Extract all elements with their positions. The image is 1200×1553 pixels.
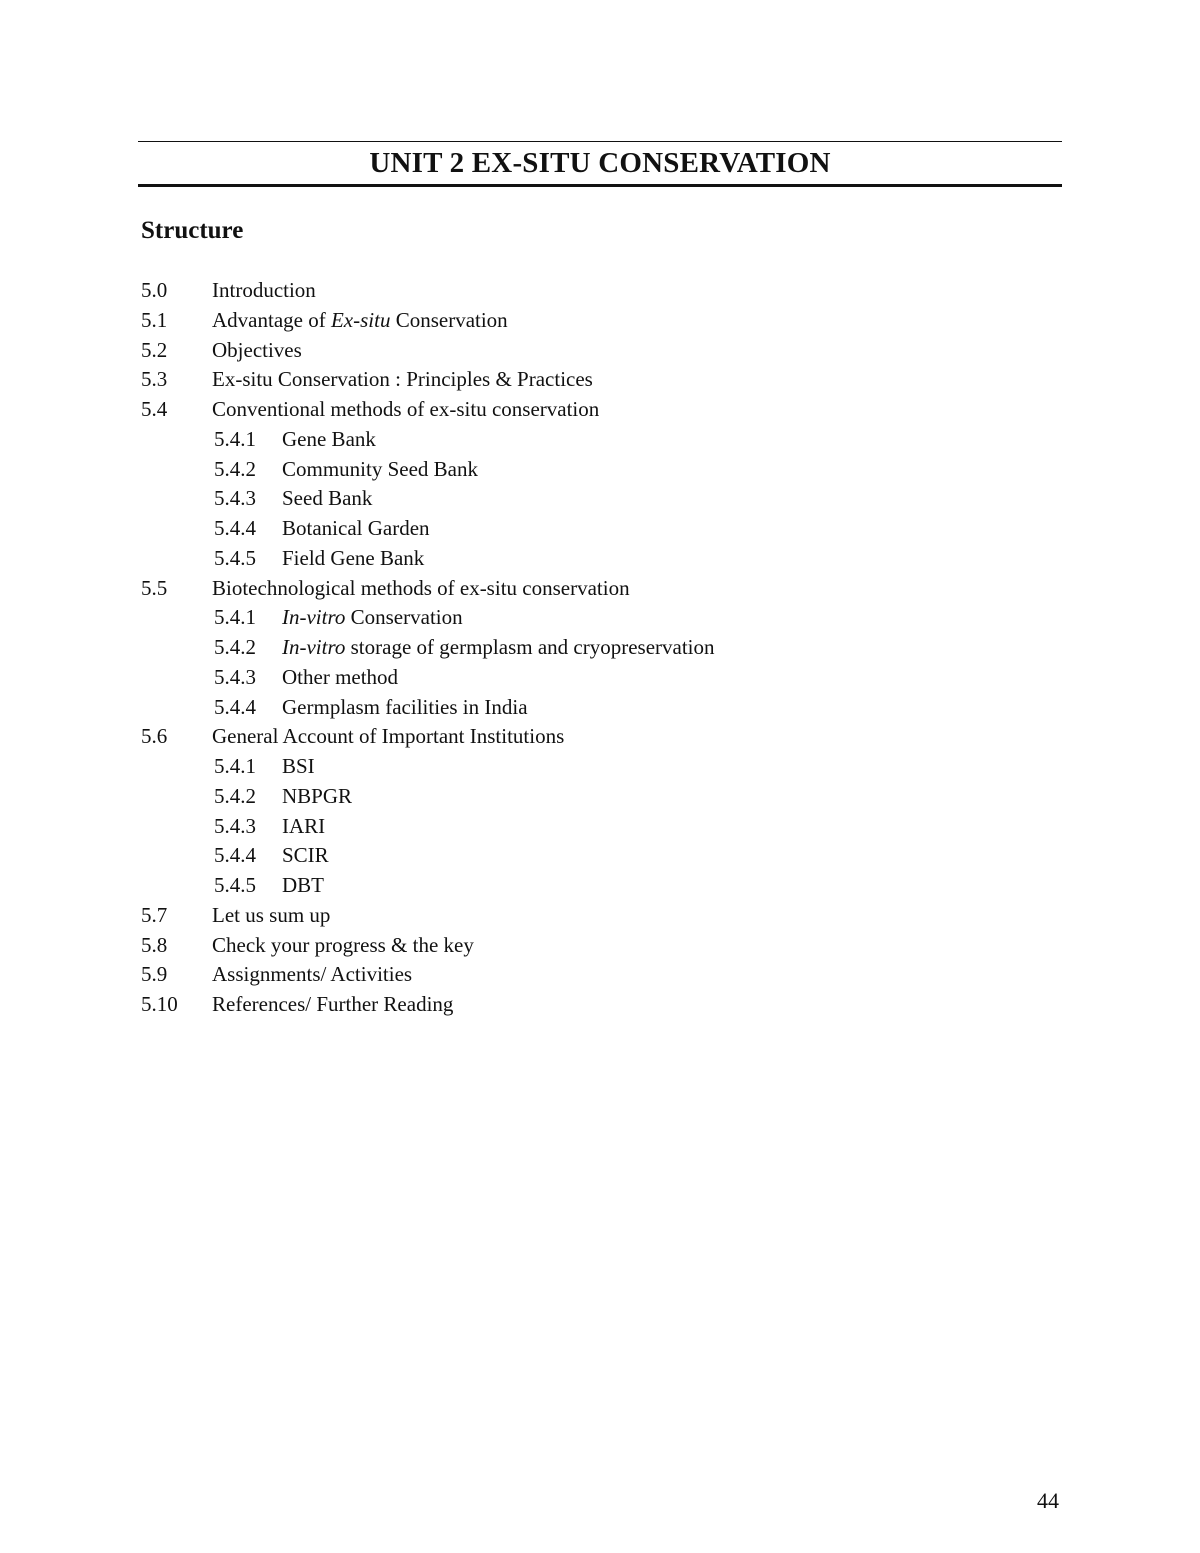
toc-entry-number: 5.4.1 — [214, 426, 256, 451]
toc-entry — [141, 901, 1041, 931]
toc-title-italic-part: In-vitro — [282, 635, 346, 659]
title-bottom-rule — [138, 184, 1062, 187]
toc-subentry — [141, 812, 1041, 842]
toc-entry-title: Introduction — [212, 278, 316, 302]
toc-title-part: Conservation — [345, 605, 463, 630]
toc-subentry — [141, 871, 1041, 901]
toc-entry-number: 5.5 — [141, 575, 168, 600]
toc-entry — [141, 960, 1041, 990]
toc-title-italic-part: Ex-situ — [330, 307, 391, 332]
toc-subentry — [141, 752, 1041, 782]
toc-entry-number: 5.4.4 — [214, 694, 256, 719]
toc-entry-number: 5.9 — [141, 962, 168, 987]
toc-entry-number: 5.4.4 — [214, 516, 256, 540]
toc-entry — [141, 990, 1041, 1020]
toc-entry — [141, 336, 1041, 366]
toc-entry-number: 5.4.2 — [214, 456, 256, 481]
toc-entry-number: 5.4.3 — [214, 486, 256, 511]
toc-entry-title: BSI — [282, 754, 315, 778]
unit-title: UNIT 2 EX-SITU CONSERVATION — [369, 147, 831, 179]
toc-entry-number: 5.4.5 — [214, 873, 256, 897]
page-number: 44 — [1037, 1488, 1059, 1513]
toc-subentry — [141, 455, 1041, 485]
structure-heading: Structure — [141, 217, 244, 244]
toc-entry-title: Objectives — [212, 337, 302, 362]
toc-entry-number: 5.4.2 — [214, 635, 256, 659]
toc-entry-title: NBPGR — [282, 783, 353, 808]
toc-entry-title — [282, 633, 715, 663]
toc-entry-title: Check your progress & the key — [212, 932, 474, 957]
toc-entry — [141, 722, 1041, 752]
toc-subentry — [141, 544, 1041, 574]
toc-entry-number: 5.1 — [141, 307, 168, 332]
toc-subentry — [141, 514, 1041, 544]
toc-entry-title: Other method — [282, 664, 399, 689]
toc-subentry — [141, 693, 1041, 723]
toc-entry — [141, 306, 1041, 336]
toc-entry-number: 5.8 — [141, 932, 168, 957]
toc-entry-title: Field Gene Bank — [282, 545, 425, 570]
toc-entry-title: Let us sum up — [212, 902, 331, 927]
toc-entry-title: Botanical Garden — [282, 516, 430, 540]
toc-entry-number: 5.4.3 — [214, 664, 256, 689]
toc-entry-title: Assignments/ Activities — [212, 962, 413, 987]
toc-entry-number: 5.7 — [141, 902, 168, 927]
toc-entry — [141, 276, 1041, 306]
toc-entry — [141, 931, 1041, 961]
toc-entry-title: Germplasm facilities in India — [282, 694, 528, 719]
toc-entry-title: General Account of Important Institutions — [212, 724, 565, 749]
toc-entry-number: 5.4.1 — [214, 754, 256, 778]
toc-entry-title: Gene Bank — [282, 426, 376, 451]
toc-entry-title — [282, 603, 463, 633]
toc-subentry — [141, 633, 1041, 663]
toc-subentry — [141, 603, 1041, 633]
toc-entry-number: 5.4.2 — [214, 783, 256, 808]
toc-entry-title: Conventional methods of ex-situ conservation — [212, 397, 600, 421]
toc-subentry — [141, 782, 1041, 812]
toc-entry-number: 5.6 — [141, 724, 168, 749]
toc-entry — [141, 574, 1041, 604]
toc-entry-number: 5.4 — [141, 397, 168, 421]
toc-entry-title: DBT — [282, 873, 324, 897]
toc-entry-number: 5.4.3 — [214, 813, 256, 838]
toc-entry-title: Community Seed Bank — [282, 456, 478, 481]
toc-entry-number: 5.4.5 — [214, 545, 256, 570]
toc-entry-number: 5.4.4 — [214, 843, 256, 868]
table-of-contents — [141, 276, 1041, 1020]
toc-entry-title: Seed Bank — [282, 486, 373, 511]
toc-entry-title: SCIR — [282, 843, 329, 868]
toc-entry-number: 5.4.1 — [214, 605, 256, 630]
toc-entry-title: IARI — [282, 813, 326, 838]
toc-title-part: storage of germplasm and cryopreservation — [345, 635, 715, 659]
toc-entry-number: 5.2 — [141, 337, 168, 362]
toc-title-italic-part: In-vitro — [282, 605, 346, 630]
toc-subentry — [141, 663, 1041, 693]
toc-subentry — [141, 841, 1041, 871]
toc-subentry — [141, 425, 1041, 455]
toc-entry-title: References/ Further Reading — [212, 992, 454, 1016]
toc-entry-title: Biotechnological methods of ex-situ conservation — [212, 575, 630, 600]
toc-title-part: Conservation — [390, 307, 508, 332]
toc-entry-title: Ex-situ Conservation : Principles & Practices — [212, 367, 593, 392]
toc-title-part: Advantage of — [212, 307, 331, 332]
toc-entry-number: 5.3 — [141, 367, 168, 392]
toc-entry — [141, 395, 1041, 425]
toc-entry-number: 5.10 — [141, 992, 178, 1016]
toc-entry-title — [212, 306, 508, 336]
toc-entry-number: 5.0 — [141, 278, 168, 302]
title-top-rule — [138, 141, 1062, 142]
toc-entry — [141, 365, 1041, 395]
toc-subentry — [141, 484, 1041, 514]
